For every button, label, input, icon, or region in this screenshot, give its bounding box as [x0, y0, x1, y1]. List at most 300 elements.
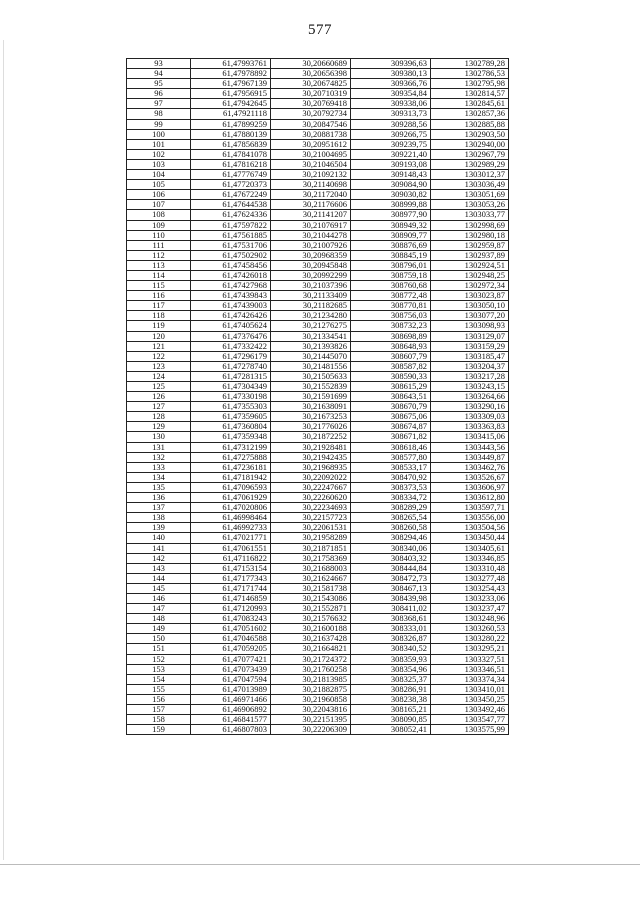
point-number-cell: 135 [127, 482, 191, 492]
y-coordinate-cell: 1302924,51 [431, 260, 509, 270]
longitude-cell: 30,21724372 [271, 654, 351, 664]
x-coordinate-cell: 308949,32 [351, 220, 431, 230]
latitude-cell: 61,47597822 [191, 220, 271, 230]
longitude-cell: 30,21505633 [271, 371, 351, 381]
x-coordinate-cell: 308675,06 [351, 412, 431, 422]
point-number-cell: 140 [127, 533, 191, 543]
table-row [127, 493, 509, 503]
longitude-cell: 30,20992299 [271, 270, 351, 280]
longitude-cell: 30,21673253 [271, 412, 351, 422]
longitude-cell: 30,21882875 [271, 684, 351, 694]
latitude-cell: 61,47899259 [191, 119, 271, 129]
longitude-cell: 30,21552871 [271, 604, 351, 614]
table-row [127, 604, 509, 614]
point-number-cell: 131 [127, 442, 191, 452]
y-coordinate-cell: 1303492,46 [431, 705, 509, 715]
latitude-cell: 61,47880139 [191, 129, 271, 139]
latitude-cell: 61,46998464 [191, 513, 271, 523]
y-coordinate-cell: 1303526,67 [431, 472, 509, 482]
table-row [127, 725, 509, 735]
x-coordinate-cell: 309148,43 [351, 170, 431, 180]
point-number-cell: 97 [127, 99, 191, 109]
longitude-cell: 30,21760258 [271, 664, 351, 674]
table-row [127, 482, 509, 492]
table-row [127, 200, 509, 210]
longitude-cell: 30,21581738 [271, 583, 351, 593]
y-coordinate-cell: 1303597,71 [431, 503, 509, 513]
x-coordinate-cell: 308340,06 [351, 543, 431, 553]
x-coordinate-cell: 308732,23 [351, 321, 431, 331]
latitude-cell: 61,47624336 [191, 210, 271, 220]
x-coordinate-cell: 308444,84 [351, 563, 431, 573]
table-row [127, 412, 509, 422]
scan-edge-line [3, 40, 4, 860]
x-coordinate-cell: 308403,32 [351, 553, 431, 563]
x-coordinate-cell: 308373,53 [351, 482, 431, 492]
latitude-cell: 61,47458456 [191, 260, 271, 270]
longitude-cell: 30,21133409 [271, 291, 351, 301]
point-number-cell: 95 [127, 79, 191, 89]
table-row [127, 583, 509, 593]
point-number-cell: 129 [127, 422, 191, 432]
table-row [127, 170, 509, 180]
table-row [127, 99, 509, 109]
y-coordinate-cell: 1303410,01 [431, 684, 509, 694]
y-coordinate-cell: 1303450,25 [431, 694, 509, 704]
longitude-cell: 30,21872252 [271, 432, 351, 442]
y-coordinate-cell: 1302857,36 [431, 109, 509, 119]
y-coordinate-cell: 1303606,97 [431, 482, 509, 492]
x-coordinate-cell: 308294,46 [351, 533, 431, 543]
point-number-cell: 154 [127, 674, 191, 684]
longitude-cell: 30,22234693 [271, 503, 351, 513]
x-coordinate-cell: 309366,76 [351, 79, 431, 89]
longitude-cell: 30,22157723 [271, 513, 351, 523]
table-row [127, 180, 509, 190]
table-row [127, 230, 509, 240]
table-row [127, 79, 509, 89]
point-number-cell: 134 [127, 472, 191, 482]
point-number-cell: 157 [127, 705, 191, 715]
longitude-cell: 30,21182685 [271, 301, 351, 311]
latitude-cell: 61,47502902 [191, 250, 271, 260]
x-coordinate-cell: 308643,51 [351, 392, 431, 402]
table-row [127, 664, 509, 674]
point-number-cell: 116 [127, 291, 191, 301]
x-coordinate-cell: 308977,90 [351, 210, 431, 220]
x-coordinate-cell: 308770,81 [351, 301, 431, 311]
table-row [127, 281, 509, 291]
latitude-cell: 61,47359605 [191, 412, 271, 422]
point-number-cell: 147 [127, 604, 191, 614]
x-coordinate-cell: 309338,06 [351, 99, 431, 109]
latitude-cell: 61,47561885 [191, 230, 271, 240]
x-coordinate-cell: 308618,46 [351, 442, 431, 452]
longitude-cell: 30,21576632 [271, 614, 351, 624]
table-row [127, 210, 509, 220]
x-coordinate-cell: 308333,01 [351, 624, 431, 634]
latitude-cell: 61,47177343 [191, 573, 271, 583]
y-coordinate-cell: 1303260,53 [431, 624, 509, 634]
latitude-cell: 61,47051602 [191, 624, 271, 634]
point-number-cell: 106 [127, 190, 191, 200]
y-coordinate-cell: 1303449,87 [431, 452, 509, 462]
x-coordinate-cell: 308289,29 [351, 503, 431, 513]
longitude-cell: 30,20881738 [271, 129, 351, 139]
table-row [127, 573, 509, 583]
longitude-cell: 30,21600188 [271, 624, 351, 634]
point-number-cell: 148 [127, 614, 191, 624]
table-row [127, 503, 509, 513]
x-coordinate-cell: 308615,29 [351, 382, 431, 392]
table-row [127, 69, 509, 79]
longitude-cell: 30,21234280 [271, 311, 351, 321]
x-coordinate-cell: 308876,69 [351, 240, 431, 250]
x-coordinate-cell: 308772,48 [351, 291, 431, 301]
point-number-cell: 153 [127, 664, 191, 674]
longitude-cell: 30,21758369 [271, 553, 351, 563]
point-number-cell: 103 [127, 159, 191, 169]
longitude-cell: 30,21688003 [271, 563, 351, 573]
table-row [127, 351, 509, 361]
y-coordinate-cell: 1303243,15 [431, 382, 509, 392]
point-number-cell: 158 [127, 715, 191, 725]
table-row [127, 452, 509, 462]
point-number-cell: 143 [127, 563, 191, 573]
table-row [127, 149, 509, 159]
point-number-cell: 101 [127, 139, 191, 149]
x-coordinate-cell: 308999,88 [351, 200, 431, 210]
table-row [127, 442, 509, 452]
latitude-cell: 61,47672249 [191, 190, 271, 200]
x-coordinate-cell: 308671,82 [351, 432, 431, 442]
latitude-cell: 61,47856839 [191, 139, 271, 149]
point-number-cell: 118 [127, 311, 191, 321]
longitude-cell: 30,21445070 [271, 351, 351, 361]
x-coordinate-cell: 309266,75 [351, 129, 431, 139]
x-coordinate-cell: 308670,79 [351, 402, 431, 412]
longitude-cell: 30,21176606 [271, 200, 351, 210]
y-coordinate-cell: 1303575,99 [431, 725, 509, 735]
table-row [127, 119, 509, 129]
point-number-cell: 94 [127, 69, 191, 79]
y-coordinate-cell: 1303556,00 [431, 513, 509, 523]
x-coordinate-cell: 308472,73 [351, 573, 431, 583]
longitude-cell: 30,21543086 [271, 593, 351, 603]
point-number-cell: 100 [127, 129, 191, 139]
table-row [127, 563, 509, 573]
x-coordinate-cell: 308470,92 [351, 472, 431, 482]
point-number-cell: 150 [127, 634, 191, 644]
point-number-cell: 123 [127, 361, 191, 371]
point-number-cell: 108 [127, 210, 191, 220]
point-number-cell: 99 [127, 119, 191, 129]
x-coordinate-cell: 308340,52 [351, 644, 431, 654]
table-row [127, 159, 509, 169]
longitude-cell: 30,21076917 [271, 220, 351, 230]
latitude-cell: 61,47942645 [191, 99, 271, 109]
point-number-cell: 128 [127, 412, 191, 422]
latitude-cell: 61,47236181 [191, 462, 271, 472]
latitude-cell: 61,46992733 [191, 523, 271, 533]
y-coordinate-cell: 1303547,77 [431, 715, 509, 725]
x-coordinate-cell: 308368,61 [351, 614, 431, 624]
longitude-cell: 30,21624667 [271, 573, 351, 583]
point-number-cell: 132 [127, 452, 191, 462]
table-row [127, 392, 509, 402]
table-row [127, 614, 509, 624]
y-coordinate-cell: 1302998,69 [431, 220, 509, 230]
x-coordinate-cell: 308760,68 [351, 281, 431, 291]
point-number-cell: 125 [127, 382, 191, 392]
table-row [127, 654, 509, 664]
table-row [127, 139, 509, 149]
longitude-cell: 30,21007926 [271, 240, 351, 250]
y-coordinate-cell: 1302967,79 [431, 149, 509, 159]
longitude-cell: 30,22092022 [271, 472, 351, 482]
point-number-cell: 137 [127, 503, 191, 513]
table-row [127, 533, 509, 543]
longitude-cell: 30,21140698 [271, 180, 351, 190]
point-number-cell: 159 [127, 725, 191, 735]
longitude-cell: 30,22043816 [271, 705, 351, 715]
y-coordinate-cell: 1303450,44 [431, 533, 509, 543]
table-row [127, 260, 509, 270]
y-coordinate-cell: 1303280,22 [431, 634, 509, 644]
x-coordinate-cell: 309288,56 [351, 119, 431, 129]
y-coordinate-cell: 1303346,85 [431, 553, 509, 563]
y-coordinate-cell: 1302959,87 [431, 240, 509, 250]
point-number-cell: 149 [127, 624, 191, 634]
y-coordinate-cell: 1302814,57 [431, 89, 509, 99]
latitude-cell: 61,47439843 [191, 291, 271, 301]
latitude-cell: 61,47278740 [191, 361, 271, 371]
latitude-cell: 61,47720373 [191, 180, 271, 190]
latitude-cell: 61,47120993 [191, 604, 271, 614]
y-coordinate-cell: 1303051,69 [431, 190, 509, 200]
x-coordinate-cell: 309380,13 [351, 69, 431, 79]
y-coordinate-cell: 1303309,03 [431, 412, 509, 422]
longitude-cell: 30,21871851 [271, 543, 351, 553]
y-coordinate-cell: 1303327,51 [431, 654, 509, 664]
latitude-cell: 61,47312199 [191, 442, 271, 452]
latitude-cell: 61,47146859 [191, 593, 271, 603]
y-coordinate-cell: 1303129,07 [431, 331, 509, 341]
latitude-cell: 61,47993761 [191, 59, 271, 69]
table-row [127, 89, 509, 99]
latitude-cell: 61,47776749 [191, 170, 271, 180]
y-coordinate-cell: 1303277,48 [431, 573, 509, 583]
y-coordinate-cell: 1303363,83 [431, 422, 509, 432]
x-coordinate-cell: 308577,80 [351, 452, 431, 462]
latitude-cell: 61,47153154 [191, 563, 271, 573]
y-coordinate-cell: 1303077,20 [431, 311, 509, 321]
latitude-cell: 61,47967139 [191, 79, 271, 89]
table-row [127, 291, 509, 301]
point-number-cell: 114 [127, 270, 191, 280]
longitude-cell: 30,20660689 [271, 59, 351, 69]
x-coordinate-cell: 308238,38 [351, 694, 431, 704]
longitude-cell: 30,21813985 [271, 674, 351, 684]
y-coordinate-cell: 1302940,00 [431, 139, 509, 149]
point-number-cell: 93 [127, 59, 191, 69]
point-number-cell: 139 [127, 523, 191, 533]
longitude-cell: 30,21481556 [271, 361, 351, 371]
y-coordinate-cell: 1303264,66 [431, 392, 509, 402]
coordinates-table [126, 58, 509, 735]
x-coordinate-cell: 309354,84 [351, 89, 431, 99]
longitude-cell: 30,22247667 [271, 482, 351, 492]
table-row [127, 634, 509, 644]
latitude-cell: 61,47439003 [191, 301, 271, 311]
y-coordinate-cell: 1302937,89 [431, 250, 509, 260]
table-row [127, 220, 509, 230]
x-coordinate-cell: 308052,41 [351, 725, 431, 735]
latitude-cell: 61,47360804 [191, 422, 271, 432]
latitude-cell: 61,47426018 [191, 270, 271, 280]
latitude-cell: 61,47061551 [191, 543, 271, 553]
y-coordinate-cell: 1303346,51 [431, 664, 509, 674]
table-row [127, 361, 509, 371]
coordinates-table-body [127, 59, 509, 735]
x-coordinate-cell: 308674,87 [351, 422, 431, 432]
x-coordinate-cell: 309221,40 [351, 149, 431, 159]
y-coordinate-cell: 1303185,47 [431, 351, 509, 361]
latitude-cell: 61,47077421 [191, 654, 271, 664]
point-number-cell: 102 [127, 149, 191, 159]
longitude-cell: 30,21958289 [271, 533, 351, 543]
latitude-cell: 61,47046588 [191, 634, 271, 644]
latitude-cell: 61,47359348 [191, 432, 271, 442]
x-coordinate-cell: 308354,96 [351, 664, 431, 674]
point-number-cell: 136 [127, 493, 191, 503]
table-row [127, 240, 509, 250]
table-row [127, 684, 509, 694]
y-coordinate-cell: 1303504,56 [431, 523, 509, 533]
table-row [127, 462, 509, 472]
y-coordinate-cell: 1303405,61 [431, 543, 509, 553]
table-row [127, 402, 509, 412]
x-coordinate-cell: 308648,93 [351, 341, 431, 351]
longitude-cell: 30,21552839 [271, 382, 351, 392]
point-number-cell: 156 [127, 694, 191, 704]
point-number-cell: 120 [127, 331, 191, 341]
longitude-cell: 30,20769418 [271, 99, 351, 109]
latitude-cell: 61,47956915 [191, 89, 271, 99]
x-coordinate-cell: 309313,73 [351, 109, 431, 119]
latitude-cell: 61,47096593 [191, 482, 271, 492]
longitude-cell: 30,22061531 [271, 523, 351, 533]
point-number-cell: 104 [127, 170, 191, 180]
longitude-cell: 30,21037396 [271, 281, 351, 291]
table-row [127, 109, 509, 119]
longitude-cell: 30,21637428 [271, 634, 351, 644]
latitude-cell: 61,47020806 [191, 503, 271, 513]
longitude-cell: 30,22151395 [271, 715, 351, 725]
latitude-cell: 61,47816218 [191, 159, 271, 169]
point-number-cell: 124 [127, 371, 191, 381]
point-number-cell: 126 [127, 392, 191, 402]
latitude-cell: 61,47332422 [191, 341, 271, 351]
longitude-cell: 30,21334541 [271, 331, 351, 341]
point-number-cell: 146 [127, 593, 191, 603]
latitude-cell: 61,47281315 [191, 371, 271, 381]
longitude-cell: 30,21928481 [271, 442, 351, 452]
x-coordinate-cell: 308759,18 [351, 270, 431, 280]
point-number-cell: 107 [127, 200, 191, 210]
table-row [127, 190, 509, 200]
x-coordinate-cell: 308845,19 [351, 250, 431, 260]
latitude-cell: 61,47355303 [191, 402, 271, 412]
y-coordinate-cell: 1303036,49 [431, 180, 509, 190]
y-coordinate-cell: 1303290,16 [431, 402, 509, 412]
x-coordinate-cell: 308359,93 [351, 654, 431, 664]
table-row [127, 341, 509, 351]
longitude-cell: 30,20674825 [271, 79, 351, 89]
y-coordinate-cell: 1303443,56 [431, 442, 509, 452]
y-coordinate-cell: 1302903,50 [431, 129, 509, 139]
x-coordinate-cell: 308260,58 [351, 523, 431, 533]
table-row [127, 472, 509, 482]
y-coordinate-cell: 1303237,47 [431, 604, 509, 614]
point-number-cell: 119 [127, 321, 191, 331]
point-number-cell: 105 [127, 180, 191, 190]
x-coordinate-cell: 309030,82 [351, 190, 431, 200]
longitude-cell: 30,21664821 [271, 644, 351, 654]
y-coordinate-cell: 1302972,34 [431, 281, 509, 291]
x-coordinate-cell: 308286,91 [351, 684, 431, 694]
latitude-cell: 61,47644538 [191, 200, 271, 210]
latitude-cell: 61,47073439 [191, 664, 271, 674]
longitude-cell: 30,21044278 [271, 230, 351, 240]
latitude-cell: 61,47921118 [191, 109, 271, 119]
latitude-cell: 61,47181942 [191, 472, 271, 482]
y-coordinate-cell: 1302948,25 [431, 270, 509, 280]
table-row [127, 523, 509, 533]
longitude-cell: 30,21776026 [271, 422, 351, 432]
y-coordinate-cell: 1302885,88 [431, 119, 509, 129]
point-number-cell: 155 [127, 684, 191, 694]
y-coordinate-cell: 1303204,37 [431, 361, 509, 371]
page-bottom-rule [0, 864, 640, 865]
y-coordinate-cell: 1303612,80 [431, 493, 509, 503]
latitude-cell: 61,47013989 [191, 684, 271, 694]
table-row [127, 59, 509, 69]
y-coordinate-cell: 1303233,06 [431, 593, 509, 603]
longitude-cell: 30,20945848 [271, 260, 351, 270]
x-coordinate-cell: 308796,01 [351, 260, 431, 270]
point-number-cell: 121 [127, 341, 191, 351]
latitude-cell: 61,47978892 [191, 69, 271, 79]
table-row [127, 321, 509, 331]
y-coordinate-cell: 1303462,76 [431, 462, 509, 472]
y-coordinate-cell: 1303310,48 [431, 563, 509, 573]
latitude-cell: 61,47296179 [191, 351, 271, 361]
y-coordinate-cell: 1302845,61 [431, 99, 509, 109]
point-number-cell: 110 [127, 230, 191, 240]
table-row [127, 301, 509, 311]
longitude-cell: 30,21638091 [271, 402, 351, 412]
latitude-cell: 61,46841577 [191, 715, 271, 725]
x-coordinate-cell: 308326,87 [351, 634, 431, 644]
point-number-cell: 115 [127, 281, 191, 291]
latitude-cell: 61,47531706 [191, 240, 271, 250]
table-row [127, 694, 509, 704]
y-coordinate-cell: 1303248,96 [431, 614, 509, 624]
longitude-cell: 30,21393826 [271, 341, 351, 351]
x-coordinate-cell: 309084,90 [351, 180, 431, 190]
longitude-cell: 30,21591699 [271, 392, 351, 402]
